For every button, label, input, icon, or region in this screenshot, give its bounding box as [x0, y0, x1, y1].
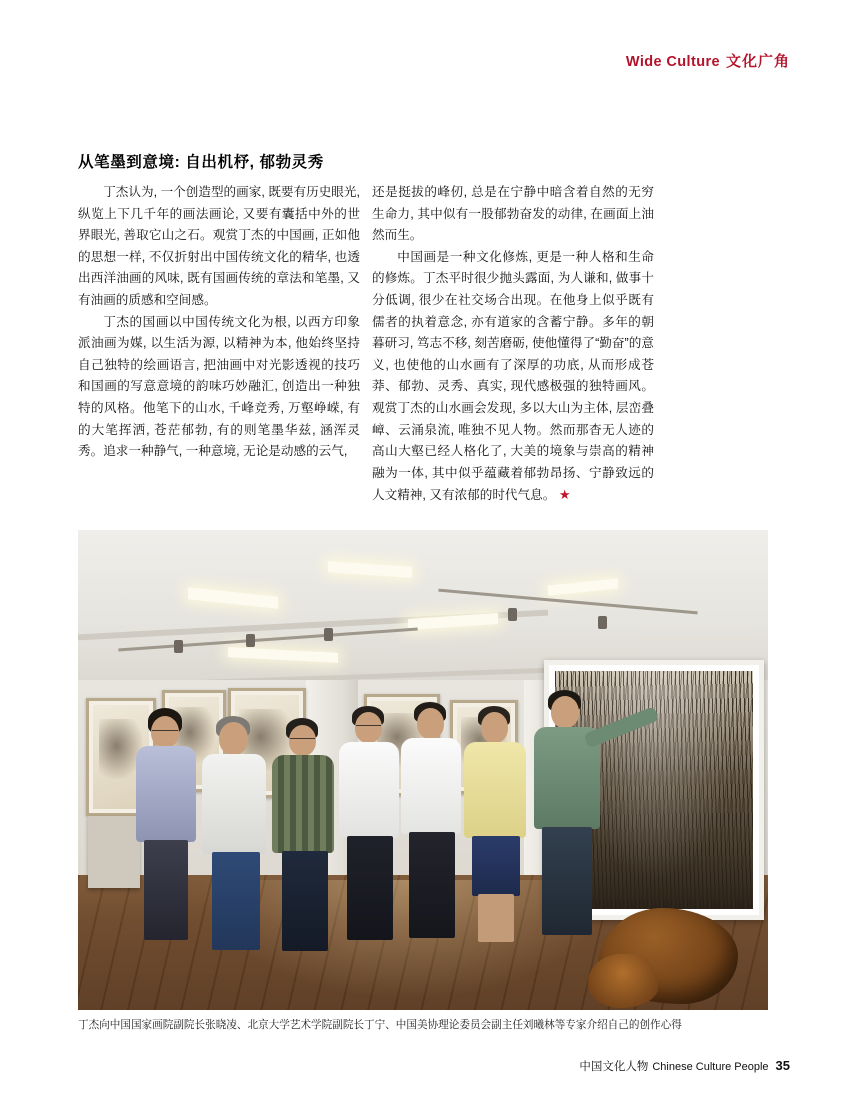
glasses-icon: [152, 730, 178, 735]
page-number: 35: [775, 1058, 790, 1073]
paragraph-text: 中国画是一种文化修炼, 更是一种人格和生命的修炼。丁杰平时很少抛头露面, 为人谦和, 做事十分低调, 很少在社交场合出现。在他身上似乎既有儒者的执着意念, 亦有道家的含蓄宁静。多年的朝暮研习, 笃志不移, 刻苦磨砺, 使他懂得了“勤奋”的意义, 也使他的山水画有了深厚的功底, 从而形成苍莽、郁勃、灵秀、真实, 现代感极强的独特画风。观赏丁杰的山水画会发现, 多以大山为主体, 层峦叠嶂、云涌泉流, 唯独不见人物。然而那杳无人迹的高山大壑已经人格化了, 大美的境象与崇高的精神融为一体, 其中似乎蕴藏着郁勃昂扬、宁静致远的人文精神, 又有浓郁的时代气息。: [372, 249, 654, 503]
spotlight: [508, 608, 517, 621]
gallery-scene: [78, 530, 768, 1010]
page-footer: [579, 1058, 790, 1074]
spotlight: [174, 640, 183, 653]
running-head: [626, 50, 790, 71]
footer-chinese-title: 中国文化人物: [579, 1061, 649, 1073]
display-pedestal: [88, 816, 140, 888]
photo-caption: 丁杰向中国国家画院副院长张晓凌、北京大学艺术学院副院长丁宁、中国美协理论委员会副主任刘曦林等专家介绍自己的创作心得: [78, 1019, 682, 1031]
paragraph: 还是挺拔的峰仞, 总是在宁静中暗含着自然的无穷生命力, 其中似有一股郁勃奋发的动律, 在画面上油然而生。: [372, 185, 654, 243]
running-head-chinese: 文化广角: [725, 53, 790, 70]
running-head-english: Wide Culture: [625, 54, 720, 70]
paragraph: 丁杰认为, 一个创造型的画家, 既要有历史眼光, 纵览上下几千年的画法画论, 又要有囊括中外的世界眼光, 善取它山之石。观赏丁杰的中国画, 正如他的思想一样, 不仅折射出中国传统文化的精华, 也透出西洋油画的风味, 既有国画传统的章法和笔墨, 又有油画的质感和空间感。: [78, 185, 360, 307]
article-headline: 从笔墨到意境: 自出机杼, 郁勃灵秀: [78, 154, 324, 171]
body-column-left: [78, 182, 360, 463]
spotlight: [598, 616, 607, 629]
body-column-right: [372, 182, 654, 507]
glasses-icon: [290, 738, 315, 743]
glasses-icon: [356, 725, 381, 730]
root-sculpture: [588, 954, 658, 1008]
article-photograph: [78, 530, 768, 1010]
spotlight: [246, 634, 255, 647]
spotlight: [324, 628, 333, 641]
footer-english-title: Chinese Culture People: [652, 1061, 769, 1073]
end-mark-star-icon: ★: [558, 487, 571, 503]
paragraph: 丁杰的国画以中国传统文化为根, 以西方印象派油画为媒, 以生活为源, 以精神为本, 他始终坚持自己独特的绘画语言, 把油画中对光影透视的技巧和国画的写意意境的韵味巧妙融汇, 创造出一种独特的风格。他笔下的山水, 千峰竞秀, 万壑峥嵘, 有的大笔挥洒, 苍茫郁勃, 有的则笔墨华兹, 涵浑灵秀。追求一种静气, 一种意境, 无论是动感的云气,: [78, 314, 360, 459]
paragraph: [372, 247, 654, 507]
